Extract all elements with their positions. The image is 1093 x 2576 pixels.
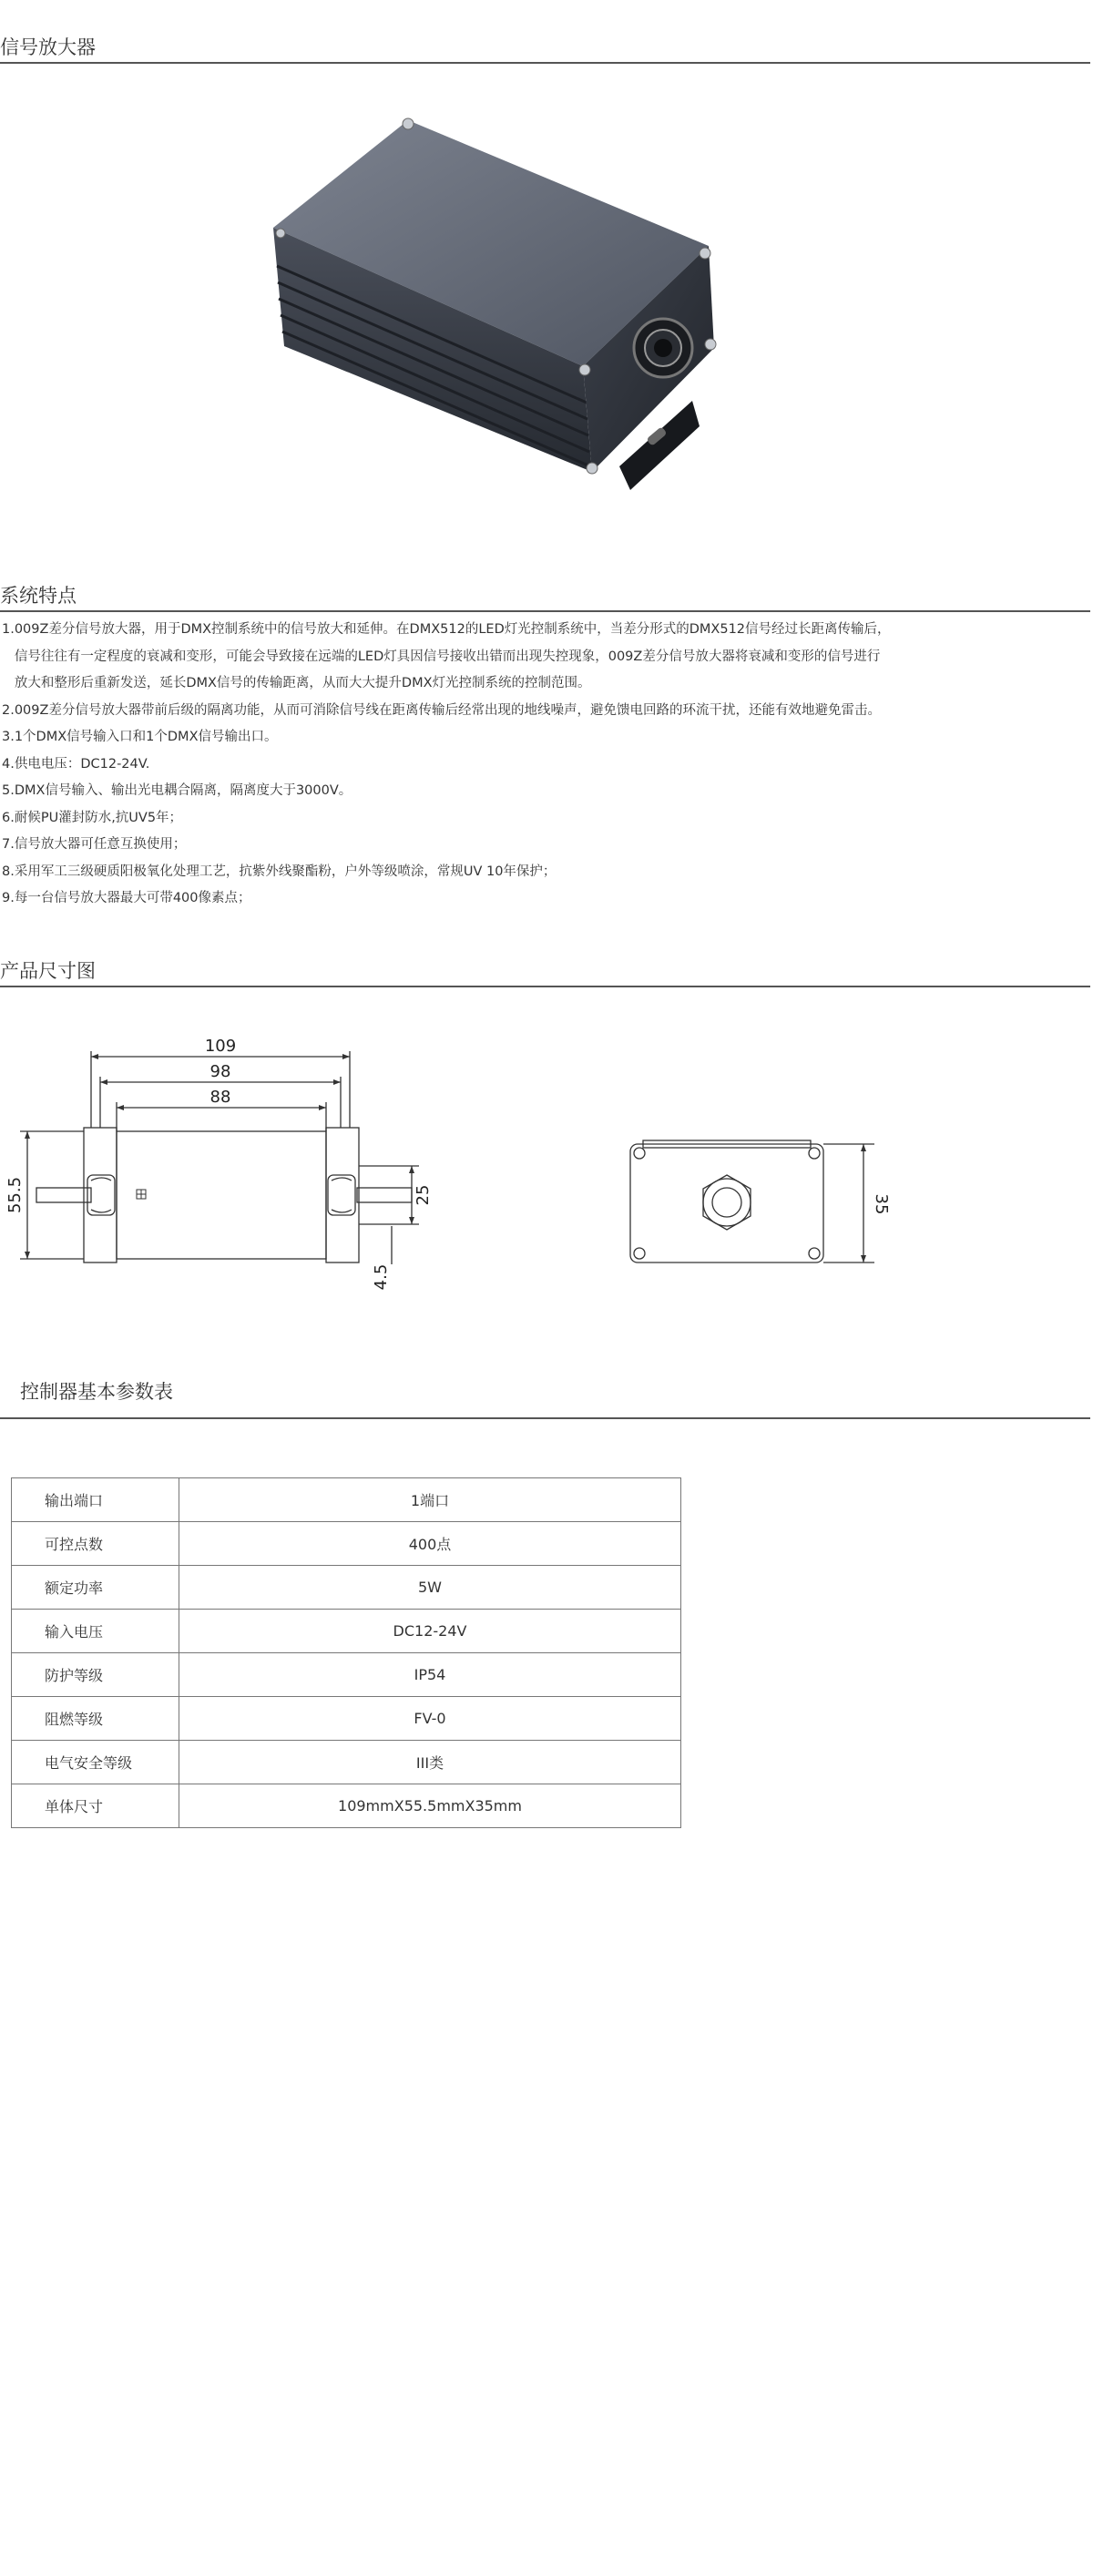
spec-key: 可控点数: [12, 1522, 179, 1566]
dim-label-88: 88: [209, 1088, 231, 1107]
spec-key: 额定功率: [12, 1566, 179, 1610]
spec-value: 400点: [179, 1522, 681, 1566]
feature-line: 9.每一台信号放大器最大可带400像素点；: [2, 891, 251, 905]
spec-value: DC12-24V: [179, 1610, 681, 1653]
dim-label-25: 25: [414, 1184, 433, 1206]
table-row: [12, 1784, 681, 1828]
spec-value: FV-0: [179, 1697, 681, 1741]
section-title-dimensions: 产品尺寸图: [0, 960, 96, 982]
section-title-amplifier: 信号放大器: [0, 36, 96, 58]
dim-label-109: 109: [204, 1037, 237, 1056]
section-title-features: 系统特点: [0, 585, 77, 607]
feature-list: [2, 617, 1086, 913]
spec-key: 防护等级: [12, 1653, 179, 1697]
product-photo: [273, 109, 729, 492]
table-row: [12, 1741, 681, 1784]
spec-value: 109mmX55.5mmX35mm: [179, 1784, 681, 1828]
feature-line: 3.1个DMX信号输入口和1个DMX信号输出口。: [2, 730, 278, 744]
dim-label-98: 98: [209, 1062, 231, 1081]
spec-key: 单体尺寸: [12, 1784, 179, 1828]
feature-line: 8.采用军工三级硬质阳极氧化处理工艺，抗紫外线聚酯粉，户外等级喷涂，常规UV 10年保护；: [2, 864, 557, 879]
table-row: [12, 1566, 681, 1610]
spec-table: [11, 1477, 681, 1828]
spec-value: IP54: [179, 1653, 681, 1697]
feature-line: 2.009Z差分信号放大器带前后级的隔离功能，从而可消除信号线在距离传输后经常出现的地线噪声，避免馈电回路的环流干扰，还能有效地避免雷击。: [2, 702, 881, 718]
dimension-drawing: [0, 1020, 1093, 1293]
section-divider: [0, 610, 1090, 612]
feature-line: 信号往往有一定程度的衰减和变形，可能会导致接在远端的LED灯具因信号接收出错而出现失控现象，009Z差分信号放大器将衰减和变形的信号进行: [2, 649, 881, 664]
feature-line: 4.供电电压：DC12-24V.: [2, 756, 150, 772]
spec-key: 阻燃等级: [12, 1697, 179, 1741]
spec-key: 电气安全等级: [12, 1741, 179, 1784]
spec-value: III类: [179, 1741, 681, 1784]
feature-line: 5.DMX信号输入、输出光电耦合隔离，隔离度大于3000V。: [2, 783, 352, 798]
section-title-specs: 控制器基本参数表: [20, 1381, 173, 1403]
table-row: [12, 1522, 681, 1566]
spec-value: 1端口: [179, 1478, 681, 1522]
dim-label-35: 35: [872, 1193, 891, 1215]
spec-key: 输入电压: [12, 1610, 179, 1653]
section-divider: [0, 986, 1090, 987]
feature-line: 1.009Z差分信号放大器，用于DMX控制系统中的信号放大和延伸。在DMX512的LED灯光控制系统中，当差分形式的DMX512信号经过长距离传输后，: [2, 622, 891, 637]
dim-label-55-5: 55.5: [5, 1176, 25, 1214]
feature-line: 6.耐候PU灌封防水,抗UV5年；: [2, 810, 183, 825]
feature-line: 放大和整形后重新发送，延长DMX信号的传输距离，从而大大提升DMX灯光控制系统的控制范围。: [2, 676, 591, 690]
table-row: [12, 1697, 681, 1741]
spec-value: 5W: [179, 1566, 681, 1610]
table-row: [12, 1478, 681, 1522]
end-view-body: [630, 1144, 823, 1262]
feature-line: 7.信号放大器可任意互换使用；: [2, 837, 187, 852]
dim-label-4-5: 4.5: [372, 1263, 391, 1291]
table-row: [12, 1653, 681, 1697]
side-view-body: [117, 1131, 326, 1259]
section-divider: [0, 62, 1090, 64]
spec-key: 输出端口: [12, 1478, 179, 1522]
table-row: [12, 1610, 681, 1653]
section-divider: [0, 1417, 1090, 1419]
